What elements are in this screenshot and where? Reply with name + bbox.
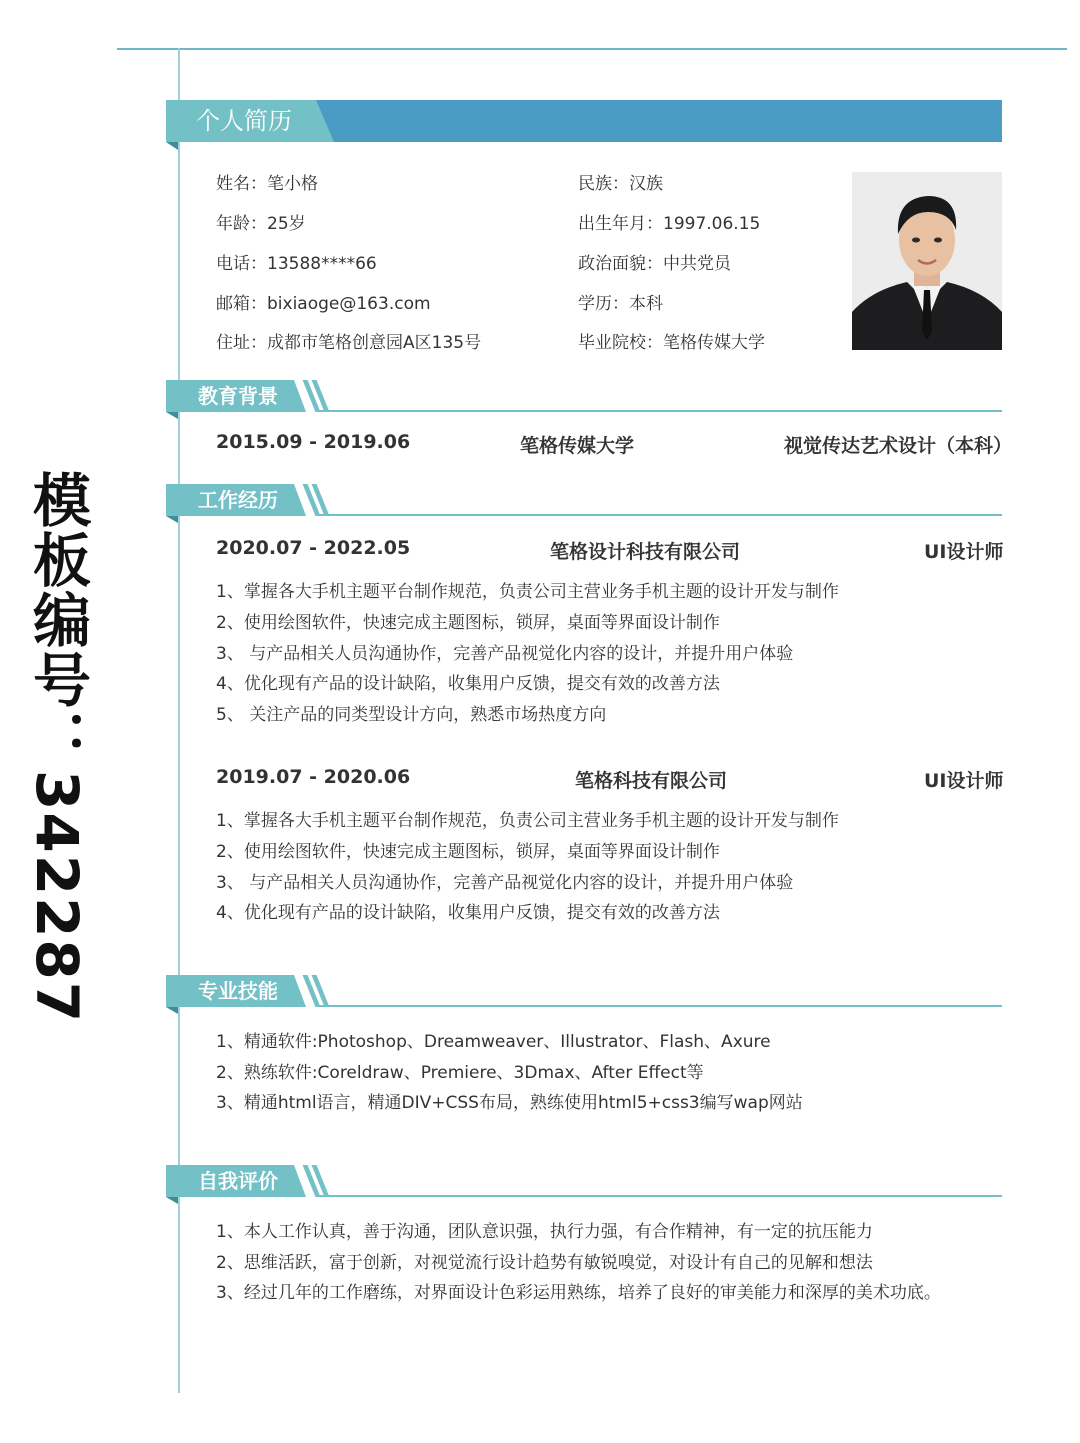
resume-banner xyxy=(166,100,1002,142)
section-rule xyxy=(316,410,1002,412)
job1-item: 5、 关注产品的同类型设计方向，熟悉市场热度方向 xyxy=(216,705,607,725)
section-rule xyxy=(316,1195,1002,1197)
info-birth: 出生年月：1997.06.15 xyxy=(578,214,761,234)
job2-role: UI设计师 xyxy=(924,770,1004,792)
section-skills xyxy=(166,975,1002,1011)
section-fold xyxy=(166,516,178,523)
job2-item: 3、 与产品相关人员沟通协作，完善产品视觉化内容的设计，并提升用户体验 xyxy=(216,873,794,893)
section-title: 教育背景 xyxy=(198,384,278,408)
section-title: 自我评价 xyxy=(198,1169,278,1193)
info-phone: 电话：13588****66 xyxy=(216,254,377,274)
info-name: 姓名：笔小格 xyxy=(216,174,318,194)
info-political: 政治面貌：中共党员 xyxy=(578,254,731,274)
info-address: 住址：成都市笔格创意园A区135号 xyxy=(216,333,482,353)
section-fold xyxy=(166,1197,178,1204)
banner-bar xyxy=(316,100,1002,142)
self-item: 1、本人工作认真，善于沟通，团队意识强，执行力强，有合作精神，有一定的抗压能力 xyxy=(216,1222,873,1242)
section-education xyxy=(166,380,1002,416)
info-email: 邮箱：bixiaoge@163.com xyxy=(216,294,431,314)
job1-item: 4、优化现有产品的设计缺陷，收集用户反馈，提交有效的改善方法 xyxy=(216,674,720,694)
self-item: 3、经过几年的工作磨练，对界面设计色彩运用熟练，培养了良好的审美能力和深厚的美术功底。 xyxy=(216,1283,941,1303)
job1-item: 2、使用绘图软件，快速完成主题图标，锁屏，桌面等界面设计制作 xyxy=(216,613,720,633)
job2-item: 4、优化现有产品的设计缺陷，收集用户反馈，提交有效的改善方法 xyxy=(216,903,720,923)
section-title: 专业技能 xyxy=(198,979,278,1003)
job1-item: 1、掌握各大手机主题平台制作规范，负责公司主营业务手机主题的设计开发与制作 xyxy=(216,582,839,602)
info-school: 毕业院校：笔格传媒大学 xyxy=(578,333,765,353)
job1-role: UI设计师 xyxy=(924,541,1004,563)
section-rule xyxy=(316,1005,1002,1007)
section-rule xyxy=(316,514,1002,516)
edu-period: 2015.09 - 2019.06 xyxy=(216,431,411,453)
info-age: 年龄：25岁 xyxy=(216,214,306,234)
section-fold xyxy=(166,412,178,419)
self-item: 2、思维活跃，富于创新，对视觉流行设计趋势有敏锐嗅觉，对设计有自己的见解和想法 xyxy=(216,1253,873,1273)
section-self xyxy=(166,1165,1002,1201)
section-fold xyxy=(166,1007,178,1014)
job1-item: 3、 与产品相关人员沟通协作，完善产品视觉化内容的设计，并提升用户体验 xyxy=(216,644,794,664)
resume-title: 个人简历 xyxy=(196,107,292,135)
skill-item: 3、精通html语言，精通DIV+CSS布局，熟练使用html5+css3编写wap网站 xyxy=(216,1093,803,1113)
job2-period: 2019.07 - 2020.06 xyxy=(216,766,411,788)
skill-item: 2、熟练软件:Coreldraw、Premiere、3Dmax、After Effect等 xyxy=(216,1063,704,1083)
banner-fold xyxy=(166,142,178,150)
skill-item: 1、精通软件:Photoshop、Dreamweaver、Illustrator、Flash、Axure xyxy=(216,1032,771,1052)
section-work xyxy=(166,484,1002,520)
job1-company: 笔格设计科技有限公司 xyxy=(550,541,741,563)
job1-period: 2020.07 - 2022.05 xyxy=(216,537,411,559)
profile-photo xyxy=(852,172,1002,350)
job2-item: 1、掌握各大手机主题平台制作规范，负责公司主营业务手机主题的设计开发与制作 xyxy=(216,811,839,831)
job2-item: 2、使用绘图软件，快速完成主题图标，锁屏，桌面等界面设计制作 xyxy=(216,842,720,862)
section-title: 工作经历 xyxy=(198,488,278,512)
portrait-icon xyxy=(852,172,1002,350)
edu-school: 笔格传媒大学 xyxy=(520,435,635,457)
template-number: 模板编号：342287 xyxy=(23,470,91,1025)
info-degree: 学历：本科 xyxy=(578,294,663,314)
job2-company: 笔格科技有限公司 xyxy=(575,770,728,792)
top-rule xyxy=(117,48,1067,50)
edu-major: 视觉传达艺术设计（本科） xyxy=(784,435,1013,457)
info-ethnicity: 民族：汉族 xyxy=(578,174,663,194)
